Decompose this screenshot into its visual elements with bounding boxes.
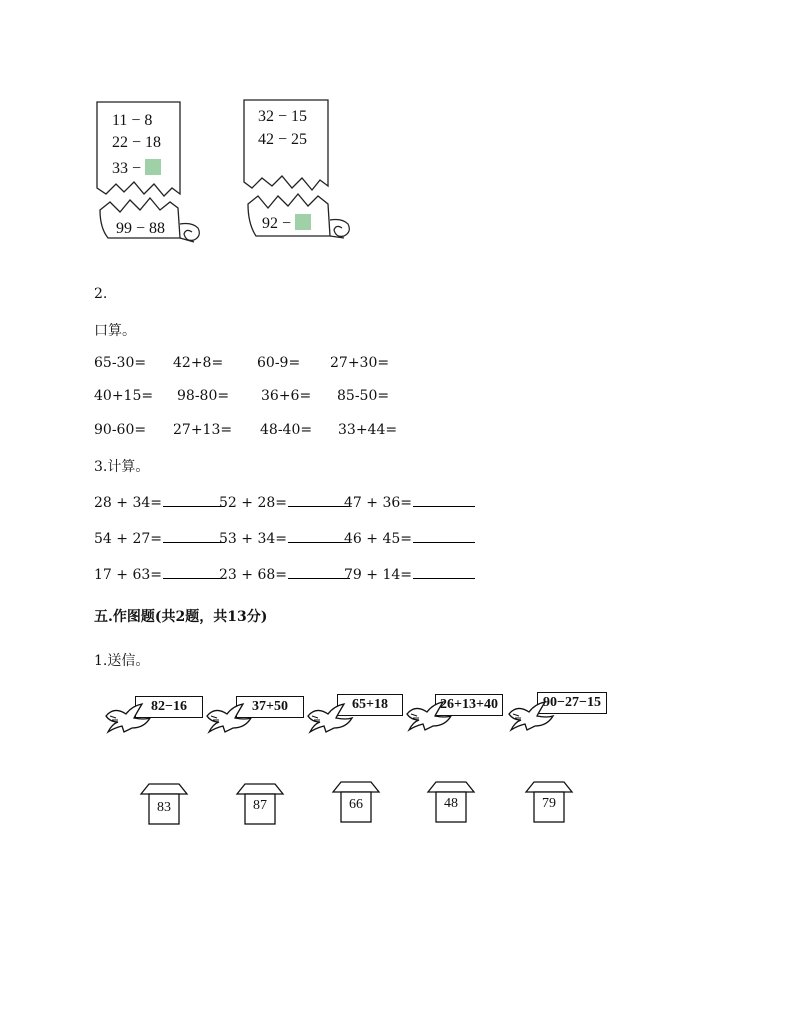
house-number: 79: [542, 796, 556, 811]
scroll-2-curl: [330, 220, 349, 239]
answer-blank[interactable]: [288, 566, 350, 579]
oral-problem: 60-9=: [257, 355, 301, 371]
bird-icon: [507, 700, 555, 734]
answer-blank[interactable]: [413, 494, 475, 507]
oral-problem: 33+44=: [338, 422, 398, 438]
calc-expression: 47 + 36=: [344, 495, 412, 511]
house-number: 87: [253, 798, 267, 813]
bird-icon: [306, 702, 354, 736]
calc-expression: 79 + 14=: [344, 567, 412, 583]
oral-problem: 27+13=: [173, 422, 233, 438]
oral-problem: 65-30=: [94, 355, 147, 371]
calc-expression: 54 + 27=: [94, 531, 162, 547]
house-number: 48: [444, 796, 458, 811]
answer-blank[interactable]: [163, 530, 225, 543]
question-number: 2.: [94, 286, 108, 302]
oral-problem: 85-50=: [337, 388, 390, 404]
calc-expression: 23 + 68=: [219, 567, 287, 583]
scroll-1-curl: [180, 224, 199, 243]
oral-problem: 48-40=: [260, 422, 313, 438]
scroll-1-line-1: 11 − 8: [112, 112, 153, 129]
answer-blank[interactable]: [413, 530, 475, 543]
letter-card[interactable]: 26+13+40: [435, 694, 503, 716]
calc-expression: 17 + 63=: [94, 567, 162, 583]
calc-expression: 52 + 28=: [219, 495, 287, 511]
letter-card[interactable]: 65+18: [337, 694, 403, 716]
section-heading: 五.作图题(共2题，共13分): [94, 609, 268, 625]
answer-blank[interactable]: [288, 494, 350, 507]
bird-icon: [104, 702, 152, 736]
oral-problem: 36+6=: [261, 388, 312, 404]
calc-item: [94, 566, 225, 583]
calc-item: [344, 566, 475, 583]
oral-problem: 40+15=: [94, 388, 154, 404]
scroll-1-line-3-text: 33 −: [112, 160, 142, 177]
letter-card[interactable]: 90−27−15: [537, 692, 607, 714]
calc-expression: 28 + 34=: [94, 495, 162, 511]
house-number: 66: [349, 797, 363, 812]
section-title: 口算。: [94, 323, 136, 339]
answer-blank[interactable]: [163, 566, 225, 579]
scroll-1-bottom-line: 99 − 88: [116, 220, 166, 237]
oral-problem: 27+30=: [330, 355, 390, 371]
calc-expression: 46 + 45=: [344, 531, 412, 547]
scroll-1-line-2: 22 − 18: [112, 134, 162, 151]
answer-box: [295, 214, 311, 230]
section-title: 3.计算。: [94, 459, 150, 475]
house-number: 83: [157, 800, 171, 815]
scroll-2-line-2: 42 − 25: [258, 131, 308, 148]
oral-problem: 90-60=: [94, 422, 147, 438]
calc-expression: 53 + 34=: [219, 531, 287, 547]
oral-problem: 98-80=: [177, 388, 230, 404]
calc-item: [344, 530, 475, 547]
bird-icon: [205, 702, 253, 736]
scroll-1-line-3: [112, 159, 161, 178]
question-title: 1.送信。: [94, 653, 150, 669]
calc-item: [219, 530, 350, 547]
calc-item: [219, 494, 350, 511]
scroll-2-line-1: 32 − 15: [258, 108, 308, 125]
answer-blank[interactable]: [163, 494, 225, 507]
letter-card[interactable]: 37+50: [236, 696, 304, 718]
scroll-2-bottom-text: 92 −: [262, 215, 292, 232]
calc-item: [94, 494, 225, 511]
calc-item: [219, 566, 350, 583]
calc-item: [344, 494, 475, 511]
scroll-2-bottom-line: [262, 214, 311, 233]
oral-problem: 42+8=: [173, 355, 224, 371]
answer-box: [145, 159, 161, 175]
answer-blank[interactable]: [413, 566, 475, 579]
letter-card[interactable]: 82−16: [135, 696, 203, 718]
answer-blank[interactable]: [288, 530, 350, 543]
bird-icon: [405, 700, 453, 734]
calc-item: [94, 530, 225, 547]
